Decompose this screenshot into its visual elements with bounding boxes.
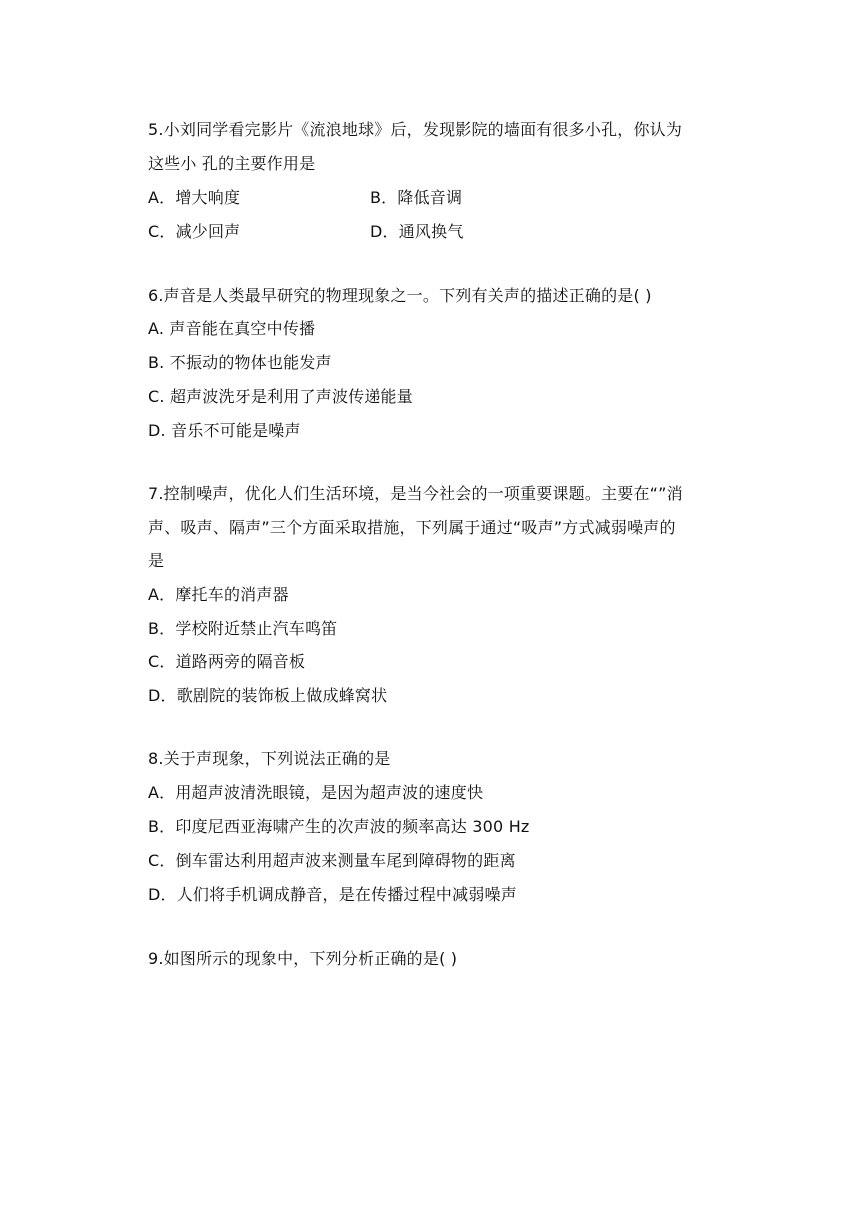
question-6-option-b: B. 不振动的物体也能发声 — [148, 353, 332, 372]
question-8-option-b: B．印度尼西亚海啸产生的次声波的频率高达 300 Hz — [148, 817, 530, 836]
question-8-option-c: C．倒车雷达利用超声波来测量车尾到障碍物的距离 — [148, 851, 516, 870]
question-5-option-b: B．降低音调 — [370, 188, 463, 207]
question-5-stem-line-1: 5.小刘同学看完影片《流浪地球》后，发现影院的墙面有很多小孔，你认为 — [148, 120, 683, 139]
question-5-option-c: C．减少回声 — [148, 222, 241, 241]
question-8-option-a: A．用超声波清洗眼镜，是因为超声波的速度快 — [148, 783, 484, 802]
question-5-option-d: D．通风换气 — [370, 222, 464, 241]
question-8-option-d: D．人们将手机调成静音，是在传播过程中减弱噪声 — [148, 885, 517, 904]
question-8-stem-line-1: 8.关于声现象，下列说法正确的是 — [148, 749, 391, 768]
question-7-stem-line-2: 声、吸声、隔声”三个方面采取措施，下列属于通过“吸声”方式减弱噪声的 — [148, 518, 676, 537]
question-6-option-c: C. 超声波洗牙是利用了声波传递能量 — [148, 387, 413, 406]
question-7-stem-line-1: 7.控制噪声，优化人们生活环境，是当今社会的一项重要课题。主要在“”消 — [148, 484, 683, 503]
question-5-stem-line-2: 这些小 孔的主要作用是 — [148, 154, 316, 173]
question-6-stem-line-1: 6.声音是人类最早研究的物理现象之一。下列有关声的描述正确的是( ) — [148, 286, 652, 305]
question-5-option-a: A．增大响度 — [148, 188, 241, 207]
question-6-option-d: D. 音乐不可能是噪声 — [148, 421, 301, 440]
question-7-option-d: D．歌剧院的装饰板上做成蜂窝状 — [148, 686, 388, 705]
question-7-option-c: C．道路两旁的隔音板 — [148, 652, 306, 671]
question-9-stem-line-1: 9.如图所示的现象中，下列分析正确的是( ) — [148, 949, 458, 968]
question-6-option-a: A. 声音能在真空中传播 — [148, 319, 316, 338]
question-7-stem-line-3: 是 — [148, 551, 165, 570]
question-7-option-b: B．学校附近禁止汽车鸣笛 — [148, 619, 338, 638]
question-7-option-a: A．摩托车的消声器 — [148, 585, 289, 604]
